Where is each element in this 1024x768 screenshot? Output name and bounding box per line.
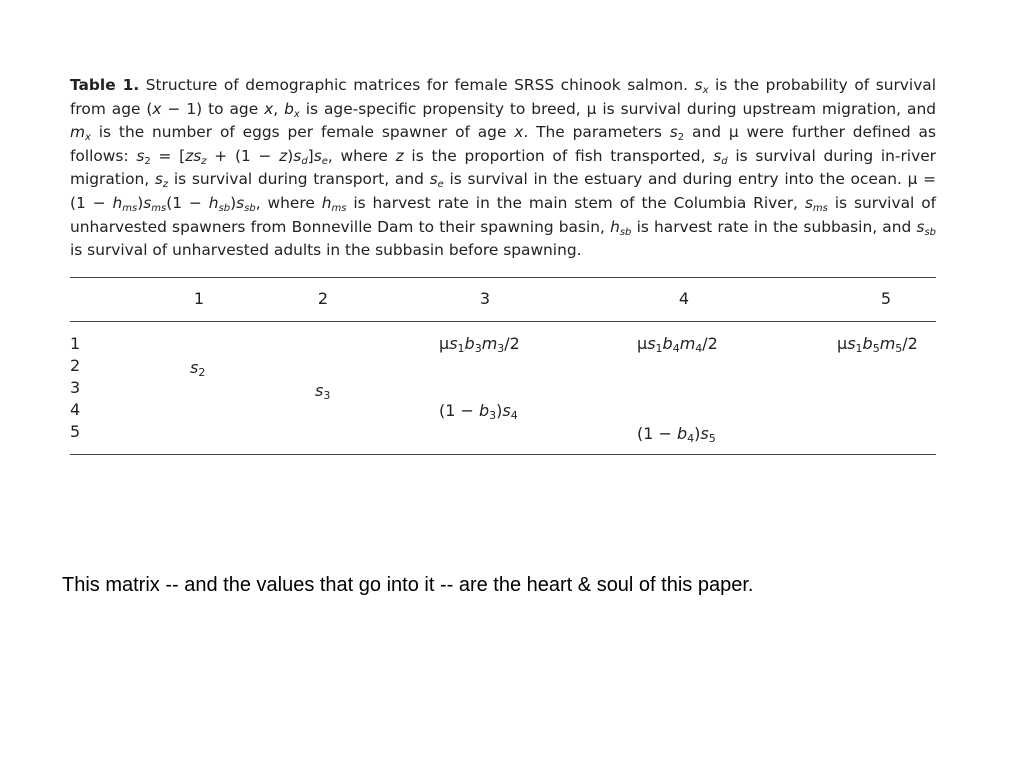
column-header-3: 3 [479,289,491,308]
matrix-cell-r2c1: $s_2$ [190,358,206,379]
table-label: Table 1. [70,76,140,94]
column-header-5: 5 [880,289,892,308]
matrix-cell-r3c2: $s_3$ [315,381,331,402]
matrix-cell-r1c5: $\mu s_1b_5m_5/2$ [837,334,918,355]
caption-text: Structure of demographic matrices for female SRSS chinook salmon. $s_x$ is the probability of survival from age (x − 1) to age x, $b_x$ is age-specific propensity to breed, μ is survival during upstream migration, and $m_x$ is the number of eggs per female spawner of age x. The parameters $s_2$ and μ were further defined as follows: $s_2 = [zs_z + (1 - z)s_d]s_e$, where z is the proportion of fish transported, $s_d$ is survival during in-river migration, $s_z$ is survival during transport, and $s_e$ is survival in the estuary and during entry into the ocean. $\mu = (1 - h_{ms})s_{ms}(1 - h_{sb})s_{sb}$, where $h_{ms}$ is harvest rate in the main stem of the Columbia River, $s_{ms}$ is survival of unharvested spawners from Bonneville Dam to their spawning basin, $h_{sb}$ is harvest rate in the subbasin, and $s_{sb}$ is survival of unharvested adults in the subbasin before spawning. [70,76,937,260]
table-top-rule [70,277,936,278]
row-label-3: 3 [70,378,81,397]
column-header-1: 1 [193,289,205,308]
row-label-1: 1 [70,334,81,353]
matrix-cell-r4c3: $(1 - b_3)s_4$ [439,401,518,422]
matrix-cell-r1c3: $\mu s_1b_3m_3/2$ [439,334,520,355]
column-header-2: 2 [317,289,329,308]
row-label-2: 2 [70,356,81,375]
table-header-rule [70,321,936,322]
row-label-5: 5 [70,422,81,441]
slide-note: This matrix -- and the values that go into it -- are the heart & soul of this paper. [62,574,754,596]
table-caption [70,74,936,263]
row-label-4: 4 [70,400,81,419]
matrix-cell-r1c4: $\mu s_1b_4m_4/2$ [637,334,718,355]
matrix-cell-r5c4: $(1 - b_4)s_5$ [637,424,716,445]
column-header-4: 4 [678,289,690,308]
table-bottom-rule [70,454,936,455]
